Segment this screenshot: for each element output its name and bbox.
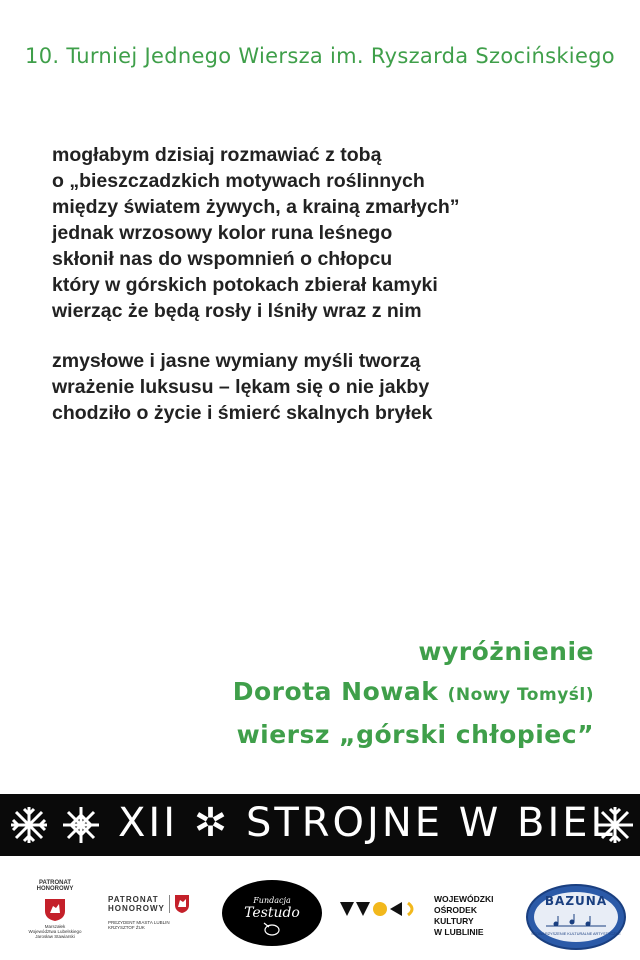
award-author-line bbox=[233, 672, 594, 715]
snowflake-icon bbox=[8, 804, 50, 846]
award-author: Dorota Nowak bbox=[232, 677, 439, 706]
award-block bbox=[233, 632, 594, 755]
wok-shapes-icon bbox=[340, 900, 420, 920]
coat-of-arms-icon bbox=[44, 898, 66, 922]
snowflake-icon bbox=[594, 804, 636, 846]
event-banner bbox=[0, 794, 640, 856]
poem-line: skłonił nas do wspomnień o chłopcu bbox=[52, 248, 393, 270]
snowflake-icon bbox=[60, 804, 102, 846]
music-notes-icon bbox=[546, 914, 606, 930]
patronage-label: PATRONAT bbox=[39, 880, 71, 886]
mayor-patronage-logo: PATRONAT HONOROWY PREZYDENT MIASTA LUBLIN KRZYSZTOF ŻUK bbox=[108, 894, 198, 930]
poem-line: jednak wrzosowy kolor runa leśnego bbox=[52, 222, 393, 244]
sponsor-logos bbox=[0, 870, 640, 950]
poem-line: wrażenie luksusu – lękam się o nie jakby bbox=[52, 376, 430, 398]
poem-line: zmysłowe i jasne wymiany myśli tworzą bbox=[52, 350, 421, 372]
poem-stanza-2 bbox=[52, 348, 612, 426]
poem-stanza-1 bbox=[52, 142, 612, 324]
bazuna-logo: BAZUNA STOWARZYSZENIE KULTURALNE ARTYSTYCZNE bbox=[526, 884, 626, 950]
city-crest-icon bbox=[174, 894, 190, 914]
award-poem-title: wiersz „górski chłopiec” bbox=[236, 720, 594, 749]
patronage-label: HONOROWY bbox=[36, 886, 74, 892]
wok-lublin-logo: WOJEWÓDZKI OŚRODEK KULTURY W LUBLINIE bbox=[340, 894, 510, 934]
turtle-icon bbox=[261, 921, 283, 937]
poem-line: między światem żywych, a krainą zmarłych” bbox=[52, 196, 460, 218]
poem-line: który w górskich potokach zbierał kamyki bbox=[52, 274, 438, 296]
marshal-patronage-logo: PATRONAT HONOROWY Marszałek Województwa Lubelskiego Jarosław Stawiarski bbox=[22, 880, 88, 939]
poem-line: wierząc że będą rosły i lśniły wraz z nim bbox=[52, 300, 422, 322]
poem bbox=[52, 142, 612, 450]
banner-title: XII ✲ STROJNE W BIEL bbox=[118, 800, 616, 846]
contest-title: 10. Turniej Jednego Wiersza im. Ryszarda Szocińskiego bbox=[25, 44, 615, 68]
poem-line: chodziło o życie i śmierć skalnych bryłek bbox=[52, 402, 433, 424]
award-distinction: wyróżnienie bbox=[418, 637, 594, 666]
award-place: (Nowy Tomyśl) bbox=[447, 685, 594, 705]
testudo-foundation-logo: Fundacja Testudo bbox=[222, 880, 322, 946]
poem-line: o „bieszczadzkich motywach roślinnych bbox=[52, 170, 425, 192]
poem-line: mogłabym dzisiaj rozmawiać z tobą bbox=[52, 144, 382, 166]
